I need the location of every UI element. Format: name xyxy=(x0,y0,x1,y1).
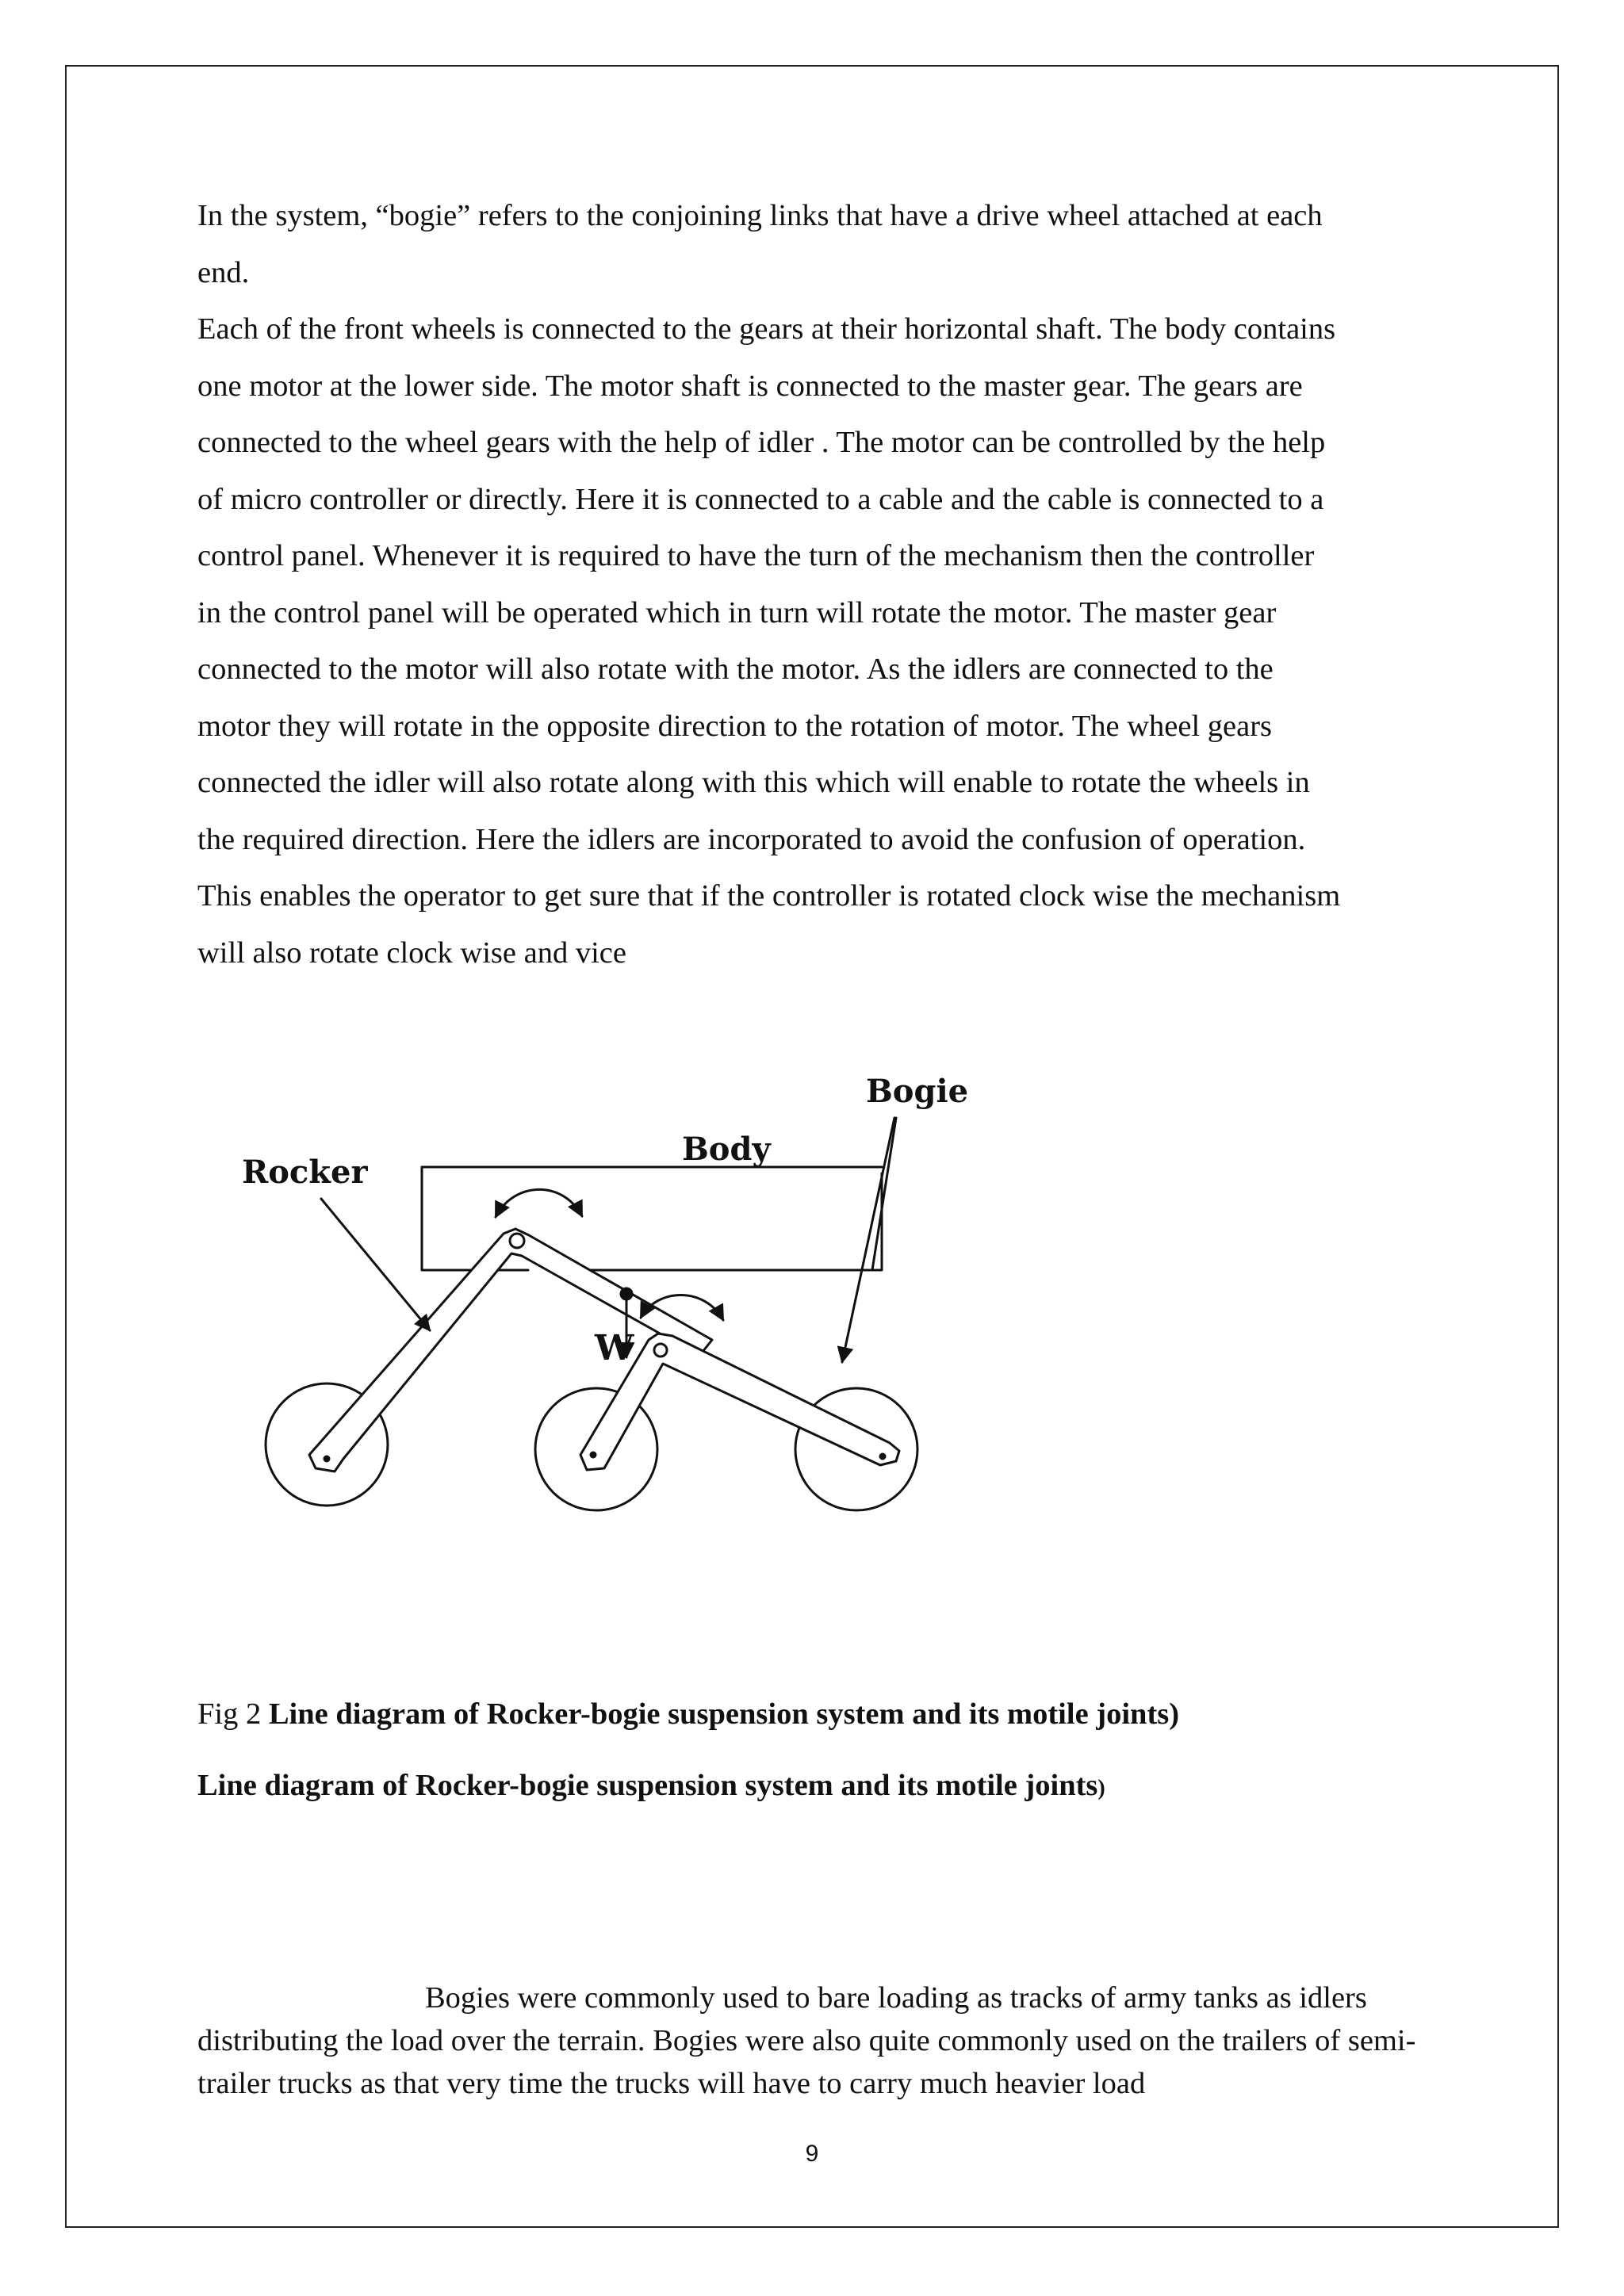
bogie-label: Bogie xyxy=(866,1073,969,1110)
caption-title: Line diagram of Rocker-bogie suspension system and its motile joints) xyxy=(268,1697,1180,1731)
bogie-pointer-2 xyxy=(842,1118,894,1362)
figure-caption-repeat xyxy=(197,1766,1434,1808)
body-paragraph-2 xyxy=(197,1976,1434,2105)
body-paragraph-2-text: Bogies were commonly used to bare loading as tracks of army tanks as idlers distributing the load over the terrain. Bogies were also quite commonly used on the trailers of semi-trailer trucks as that very time the trucks will have to carry much heavier load xyxy=(197,1981,1416,2100)
rocker-label: Rocker xyxy=(242,1154,368,1191)
caption-repeat-text: Line diagram of Rocker-bogie suspension system and its motile joints xyxy=(197,1769,1098,1802)
rocker-bogie-diagram xyxy=(214,1062,1023,1554)
body-paragraph-1: In the system, “bogie” refers to the conjoining links that have a drive wheel attached at each end. Each of the front wheels is connected to the gears at their horizontal shaft. The body contains one motor at the lower side. The motor shaft is connected to the master gear. The gears are connected to the wheel gears with the help of idler . The motor can be controlled by the help of micro controller or directly. Here it is connected to a cable and the cable is connected to a control panel. Whenever it is required to have the turn of the mechanism then the controller in the control panel will be operated which in turn will rotate the motor. The master gear connected to the motor will also rotate with the motor. As the idlers are connected to the motor they will rotate in the opposite direction to the rotation of motor. The wheel gears connected the idler will also rotate along with this which will enable to rotate the wheels in the required direction. Here the idlers are incorporated to avoid the confusion of operation. This enables the operator to get sure that if the controller is rotated clock wise the mechanism will also rotate clock wise and vice xyxy=(197,199,1341,970)
rocker-rotation-arrow xyxy=(496,1189,582,1217)
bogie-pointer-1 xyxy=(872,1118,896,1270)
caption-repeat-paren: ) xyxy=(1097,1776,1105,1800)
caption-prefix: Fig 2 xyxy=(197,1697,269,1731)
figure-caption xyxy=(197,1695,1434,1733)
page-number: 9 xyxy=(805,2141,819,2167)
weight-label: W xyxy=(595,1328,634,1368)
body-label: Body xyxy=(682,1131,771,1168)
rocker-pointer xyxy=(321,1199,430,1330)
